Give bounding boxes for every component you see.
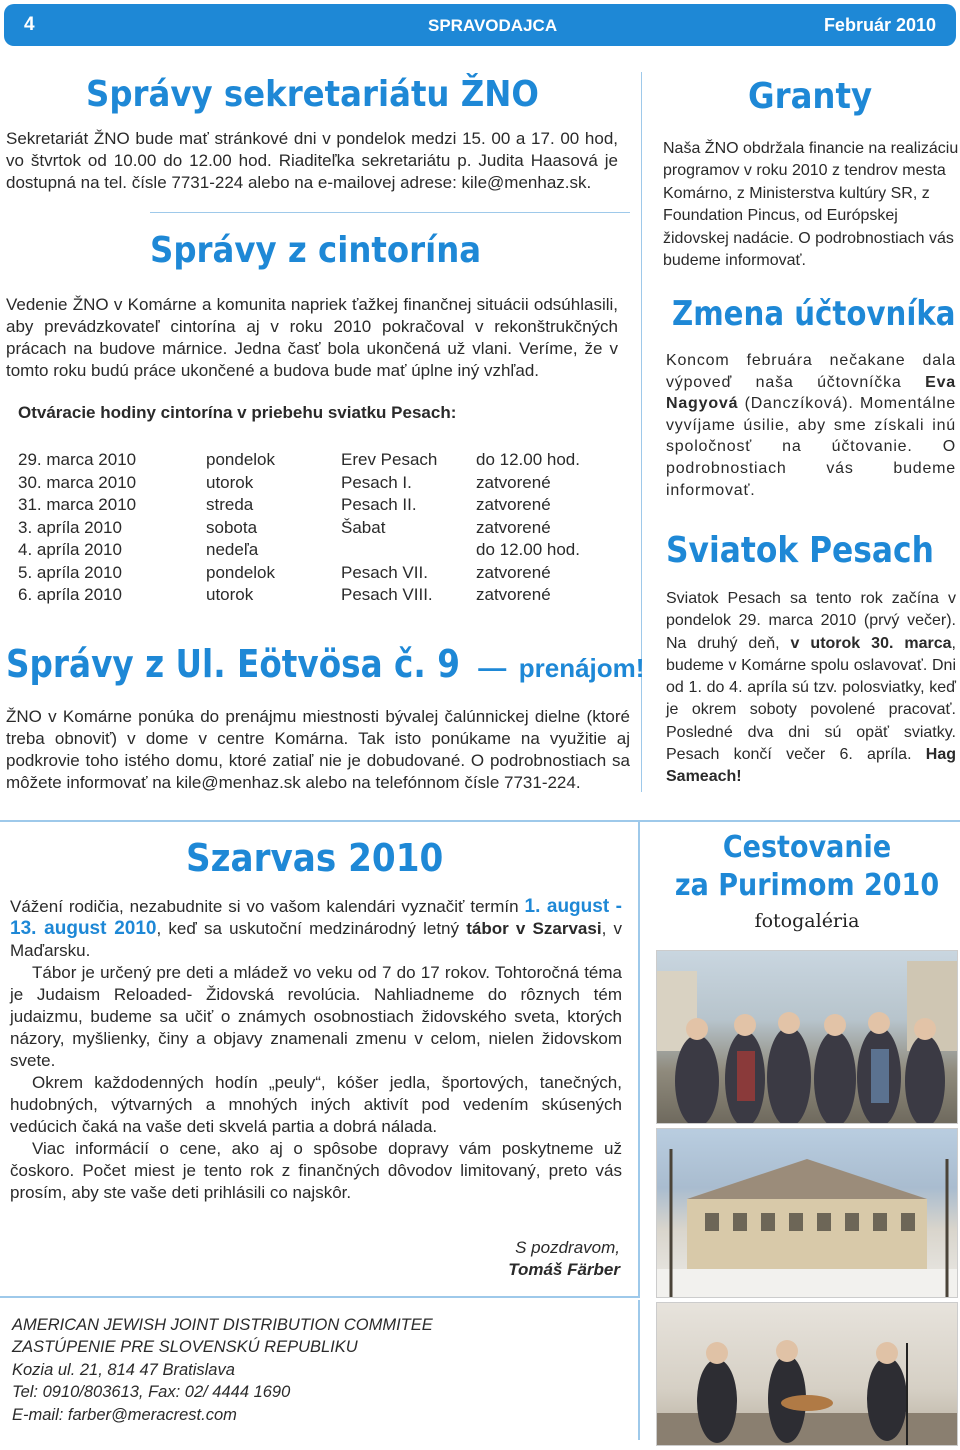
szarvas-greeting: S pozdravom, <box>515 1238 620 1257</box>
hours-day: pondelok <box>206 562 276 582</box>
jdc-line-address: Kozia ul. 21, 814 47 Bratislava <box>12 1360 235 1379</box>
eotvos-dash: — <box>478 652 507 683</box>
hours-date: 4. apríla 2010 <box>18 540 122 559</box>
hours-date: 30. marca 2010 <box>18 472 137 492</box>
page-number: 4 <box>24 14 35 35</box>
szarvas-signature: Tomáš Färber <box>508 1260 620 1279</box>
hours-holiday: Šabat <box>341 517 386 537</box>
page-header <box>4 4 956 46</box>
hours-time: zatvorené <box>476 472 551 492</box>
pesach-text <box>666 588 956 789</box>
szarvas-p2: Tábor je určený pre deti a mládež vo veku od 7 do 17 rokov. Tohtoročná téma je Judaism Reloaded- Židovská revolúcia. Nahliadneme do rôznych tém judaizmu, budeme sa učiť o známych osobnostiach židovského sveta, ktorých názory, myšlienky, činy a objavy znamenali zmenu v celom, nielen židovskom svete. <box>10 963 622 1070</box>
section-divider <box>150 212 630 213</box>
szarvas-p1-b: , keď sa uskutoční medzinárodný letný <box>156 919 467 938</box>
photo-group-outdoors <box>656 950 958 1124</box>
hours-holiday: Pesach VII. <box>341 562 428 582</box>
granty-text: Naša ŽNO obdržala financie na realizáciu programov v roku 2010 z tendrov mesta Komárno, z Ministerstva kultúry SR, z Foundation Pincus, od Európskej židovskej nadácie. O podrobnostiach vás budeme informovať. <box>663 140 959 270</box>
granty-title: Granty <box>748 76 873 117</box>
hours-day: nedeľa <box>206 540 259 559</box>
pesach-title: Sviatok Pesach <box>666 530 934 571</box>
hours-day: sobota <box>206 517 258 537</box>
hours-time: zatvorené <box>476 517 551 537</box>
uctovnik-text <box>666 350 956 501</box>
jdc-line-org: AMERICAN JEWISH JOINT DISTRIBUTION COMMITEE <box>12 1316 433 1334</box>
issue-date: Február 2010 <box>823 15 936 35</box>
hours-time: do 12.00 hod. <box>476 450 580 469</box>
hours-day: utorok <box>206 585 254 604</box>
group-photo-illustration <box>657 951 958 1124</box>
eotvos-heading <box>6 642 644 686</box>
szarvas-body <box>10 896 622 1204</box>
cintorin-text: Vedenie ŽNO v Komárne a komunita napriek ťažkej finančnej situácii odsúhlasili, aby prevádzkovateľ cintorína aj v roku 2010 pokračoval v rekonštrukčných prácach na budove márnice. Jedna časť bola ukončená už vlani. Veríme, že v tomto roku budú práce ukončené a budova bude mať úplne iný vzhľad. <box>6 295 618 380</box>
hours-date: 29. marca 2010 <box>18 450 137 469</box>
szarvas-date: 1. august - 13. august 2010 <box>10 896 622 939</box>
cestovanie-header <box>654 822 960 942</box>
sekretariat-title: Správy sekretariátu ŽNO <box>86 74 539 115</box>
hours-time: zatvorené <box>476 495 551 514</box>
uctovnik-name: Eva Nagyová <box>666 373 956 413</box>
photo-musicians <box>656 1302 958 1446</box>
eotvos-title: Správy z Ul. Eötvösa č. 9 <box>6 642 460 686</box>
pesach-bold-1: v utorok 30. marca <box>790 634 952 652</box>
pesach-bold-2: Hag Sameach! <box>666 746 956 786</box>
hours-holiday: Pesach I. <box>341 472 412 492</box>
hours-date: 6. apríla 2010 <box>18 585 122 604</box>
publication-name: SPRAVODAJCA <box>428 16 558 35</box>
hours-time: zatvorené <box>476 562 551 582</box>
cestovanie-title-2: za Purimom 2010 <box>674 868 940 903</box>
uctovnik-title: Zmena účtovníka <box>672 294 956 334</box>
hours-holiday: Pesach VIII. <box>341 585 433 604</box>
szarvas-p1-bold: tábor v Szarvasi <box>466 919 602 938</box>
szarvas-p1-c: , v Maďarsku. <box>10 919 622 960</box>
uctovnik-text-a: Koncom februára nečakane dala výpoveď naša účtovníčka <box>666 352 956 391</box>
hours-day: utorok <box>206 472 254 492</box>
szarvas-title: Szarvas 2010 <box>186 836 444 880</box>
hours-heading: Otváracie hodiny cintorína v priebehu sviatku Pesach: <box>18 403 457 422</box>
eotvos-subtitle: prenájom! <box>518 653 645 683</box>
pesach-text-1: Sviatok Pesach sa tento rok začína v pondelok 29. marca 2010 (prvý večer). Na druhý deň, <box>666 590 956 652</box>
hours-time: do 12.00 hod. <box>476 540 580 559</box>
jdc-line-office: ZASTÚPENIE PRE SLOVENSKÚ REPUBLIKU <box>12 1338 358 1357</box>
hours-date: 31. marca 2010 <box>18 495 137 514</box>
jdc-contact <box>12 1314 433 1426</box>
hours-date: 5. apríla 2010 <box>18 562 122 582</box>
hours-holiday: Erev Pesach <box>341 450 438 469</box>
szarvas-p1-a: Vážení rodičia, nezabudnite si vo vašom kalendári vyznačiť termín <box>10 897 525 916</box>
szarvas-p3: Okrem každodenných hodín „peuly“, kóšer jedla, športových, tanečných, hudobných, výtvarných a mnohých iných aktivít pod vedením skúsených vedúcich čaká na vaše deti skvelá partia a dobrá nálada. <box>10 1073 622 1136</box>
szarvas-p4: Viac informácií o cene, ako aj o spôsobe dopravy vám poskytneme už čoskoro. Počet miest je tento rok z finančných dôvodov limitovaný, preto vás prosím, aby ste vaše deti prihlásili co najskôr. <box>10 1139 622 1202</box>
pesach-text-2: , budeme v Komárne spolu oslavovať. Dni od 1. do 4. apríla sú tzv. polosviatky, keď je okrem soboty povolené pracovať. Posledné dva dni sú opäť sviatky. Pesach končí večer 6. apríla. <box>666 634 956 764</box>
building-photo-illustration <box>657 1129 958 1298</box>
cintorin-title: Správy z cintorína <box>150 230 482 271</box>
jdc-line-email: E-mail: farber@meracrest.com <box>12 1405 237 1424</box>
musicians-photo-illustration <box>657 1303 958 1446</box>
photo-spa-building <box>656 1128 958 1298</box>
uctovnik-text-b: (Danczíková). Momentálne vyvíjame úsilie, aby sme získali inú spoločnosť na účtovanie. O podrobnostiach vás budeme informovať. <box>666 395 956 499</box>
sekretariat-text: Sekretariát ŽNO bude mať stránkové dni v pondelok medzi 15. 00 a 17. 00 hod, vo štvrtok od 10.00 do 12.00 hod. Riaditeľka sekretariátu p. Judita Haasová je dostupná na tel. čísle 7731-224 alebo na e-mailovej adrese: kile@menhaz.sk. <box>6 129 618 192</box>
hours-date: 3. apríla 2010 <box>18 517 122 537</box>
cestovanie-title-1: Cestovanie <box>722 830 892 865</box>
hours-day: pondelok <box>206 450 276 469</box>
hours-holiday: Pesach II. <box>341 495 417 514</box>
eotvos-text: ŽNO v Komárne ponúka do prenájmu miestnosti bývalej čalúnnickej dielne (ktoré treba obnoviť) v dome v centre Komárna. Tak isto ponúkame na využitie aj podkrovie toho istého domu, ktoré zatiaľ nie je dobudované. O podrobnostiach sa môžete informovať na kile@menhaz.sk alebo na telefónnom čísle 7731-224. <box>6 707 630 792</box>
cestovanie-subtitle: fotogaléria <box>754 910 860 932</box>
jdc-line-phone: Tel: 0910/803613, Fax: 02/ 4444 1690 <box>12 1383 291 1402</box>
hours-time: zatvorené <box>476 585 551 604</box>
hours-day: streda <box>206 495 254 514</box>
szarvas-p1 <box>10 896 622 962</box>
